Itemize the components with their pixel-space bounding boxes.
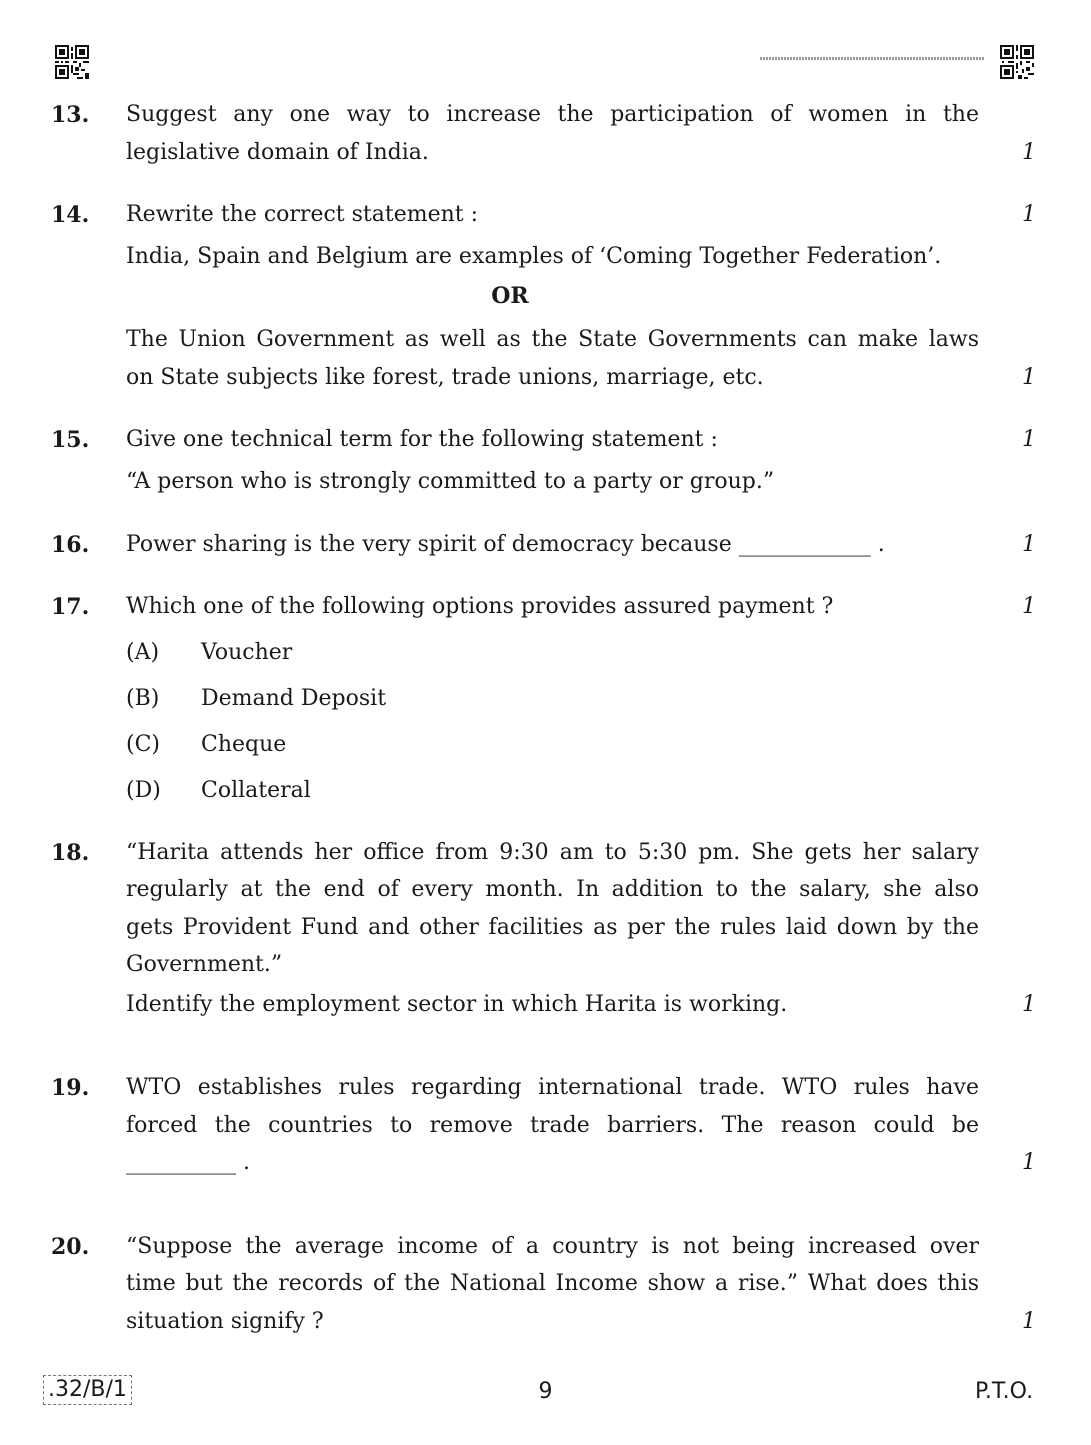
question-text-line: The Union Government as well as the State Governments can make laws	[126, 327, 979, 352]
question-number: 14.	[51, 202, 90, 228]
question-text-line: Give one technical term for the following statement :	[126, 427, 718, 452]
qr-code-icon	[55, 45, 89, 79]
marks-label: 1	[1022, 427, 1036, 452]
option-label: (B)	[126, 686, 160, 711]
question-text-line: India, Spain and Belgium are examples of ‘Coming Together Federation’.	[126, 244, 942, 269]
question-text-line: forced the countries to remove trade barriers. The reason could be	[126, 1113, 979, 1138]
question-text-line: gets Provident Fund and other facilities as per the rules laid down by the	[126, 915, 979, 940]
question-text-line: Suggest any one way to increase the participation of women in the	[126, 102, 979, 127]
question-number: 20.	[51, 1234, 90, 1260]
option-label: (A)	[126, 640, 160, 665]
option-text: Voucher	[201, 640, 293, 665]
option-label: (D)	[126, 778, 161, 803]
marks-label: 1	[1022, 202, 1036, 227]
question-text-line: “Harita attends her office from 9:30 am to 5:30 pm. She gets her salary	[126, 840, 979, 865]
question-number: 15.	[51, 427, 90, 453]
page-number: 9	[538, 1379, 553, 1404]
marks-label: 1	[1022, 365, 1036, 390]
question-text-line: situation signify ?	[126, 1309, 324, 1334]
security-microtext-line	[760, 57, 985, 60]
question-text-line: Power sharing is the very spirit of democracy because ____________ .	[126, 532, 885, 557]
question-text-line: “A person who is strongly committed to a party or group.”	[126, 469, 775, 494]
question-text-line: “Suppose the average income of a country is not being increased over	[126, 1234, 979, 1259]
question-text-line: Government.”	[126, 952, 283, 977]
question-number: 16.	[51, 532, 90, 558]
paper-code: .32/B/1	[43, 1375, 132, 1405]
marks-label: 1	[1022, 594, 1036, 619]
marks-label: 1	[1022, 140, 1036, 165]
question-text-line: Rewrite the correct statement :	[126, 202, 479, 227]
marks-label: 1	[1022, 1309, 1036, 1334]
option-text: Collateral	[201, 778, 311, 803]
question-text-line: regularly at the end of every month. In addition to the salary, she also	[126, 877, 979, 902]
question-number: 18.	[51, 840, 90, 866]
question-text-line: WTO establishes rules regarding international trade. WTO rules have	[126, 1075, 979, 1100]
option-text: Cheque	[201, 732, 287, 757]
question-text-line: Which one of the following options provides assured payment ?	[126, 594, 834, 619]
question-number: 19.	[51, 1075, 90, 1101]
qr-code-icon	[1000, 45, 1034, 79]
pto-label: P.T.O.	[975, 1379, 1034, 1404]
marks-label: 1	[1022, 992, 1036, 1017]
question-text-line: legislative domain of India.	[126, 140, 429, 165]
option-text: Demand Deposit	[201, 686, 387, 711]
question-number: 17.	[51, 594, 90, 620]
or-separator: OR	[491, 283, 529, 309]
marks-label: 1	[1022, 532, 1036, 557]
marks-label: 1	[1022, 1150, 1036, 1175]
option-label: (C)	[126, 732, 160, 757]
question-text-line: on State subjects like forest, trade unions, marriage, etc.	[126, 365, 764, 390]
question-text-line: __________ .	[126, 1150, 250, 1175]
question-number: 13.	[51, 102, 90, 128]
question-text-line: time but the records of the National Income show a rise.” What does this	[126, 1271, 979, 1296]
question-text-line: Identify the employment sector in which Harita is working.	[126, 992, 788, 1017]
